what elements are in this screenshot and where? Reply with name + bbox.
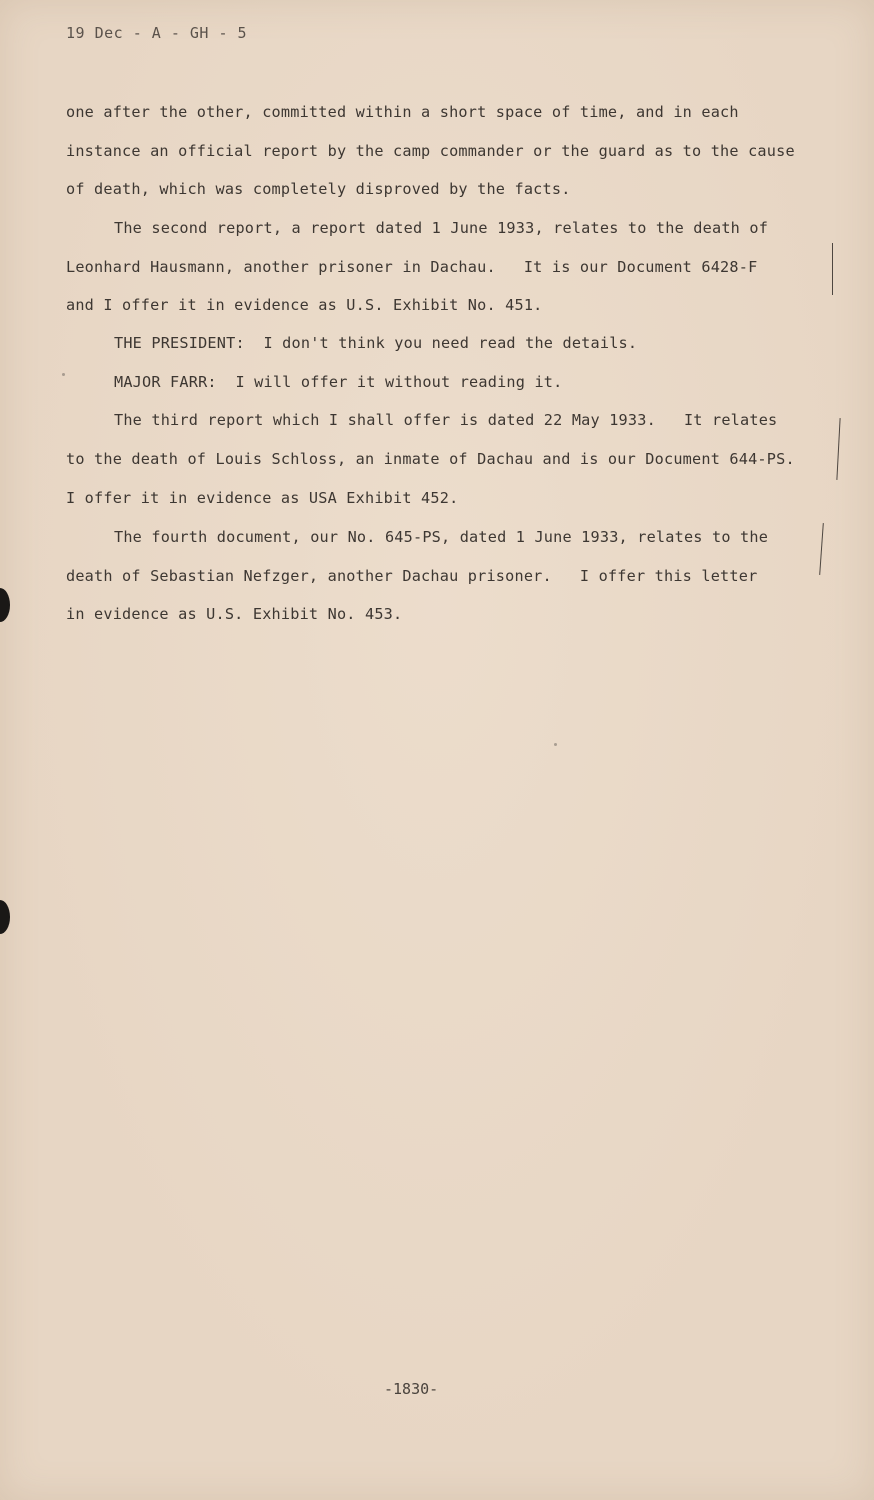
text-line-4: The second report, a report dated 1 June 1933, relates to the death of: [114, 219, 769, 237]
margin-mark: [819, 523, 824, 575]
text-line-10: to the death of Louis Schloss, an inmate of Dachau and is our Document 644-PS.: [66, 450, 795, 468]
margin-mark: [832, 243, 833, 295]
margin-mark: [836, 418, 840, 480]
punch-hole: [0, 900, 10, 934]
text-line-2: instance an official report by the camp commander or the guard as to the cause: [66, 142, 795, 160]
paper-speck: [62, 373, 65, 376]
text-line-3: of death, which was completely disproved by the facts.: [66, 180, 571, 198]
page-number: -1830-: [384, 1380, 439, 1398]
punch-hole: [0, 588, 10, 622]
text-line-9: The third report which I shall offer is dated 22 May 1933. It relates: [114, 411, 778, 429]
text-line-7: THE PRESIDENT: I don't think you need read the details.: [114, 334, 638, 352]
text-line-6: and I offer it in evidence as U.S. Exhibit No. 451.: [66, 296, 543, 314]
text-line-13: death of Sebastian Nefzger, another Dachau prisoner. I offer this letter: [66, 567, 758, 585]
text-line-11: I offer it in evidence as USA Exhibit 452.: [66, 489, 459, 507]
page-header: 19 Dec - A - GH - 5: [66, 24, 248, 42]
text-line-5: Leonhard Hausmann, another prisoner in Dachau. It is our Document 6428-F: [66, 258, 758, 276]
text-line-8: MAJOR FARR: I will offer it without reading it.: [114, 373, 563, 391]
text-line-1: one after the other, committed within a short space of time, and in each: [66, 103, 739, 121]
paper-speck: [554, 743, 557, 746]
text-line-14: in evidence as U.S. Exhibit No. 453.: [66, 605, 403, 623]
text-line-12: The fourth document, our No. 645-PS, dated 1 June 1933, relates to the: [114, 528, 769, 546]
